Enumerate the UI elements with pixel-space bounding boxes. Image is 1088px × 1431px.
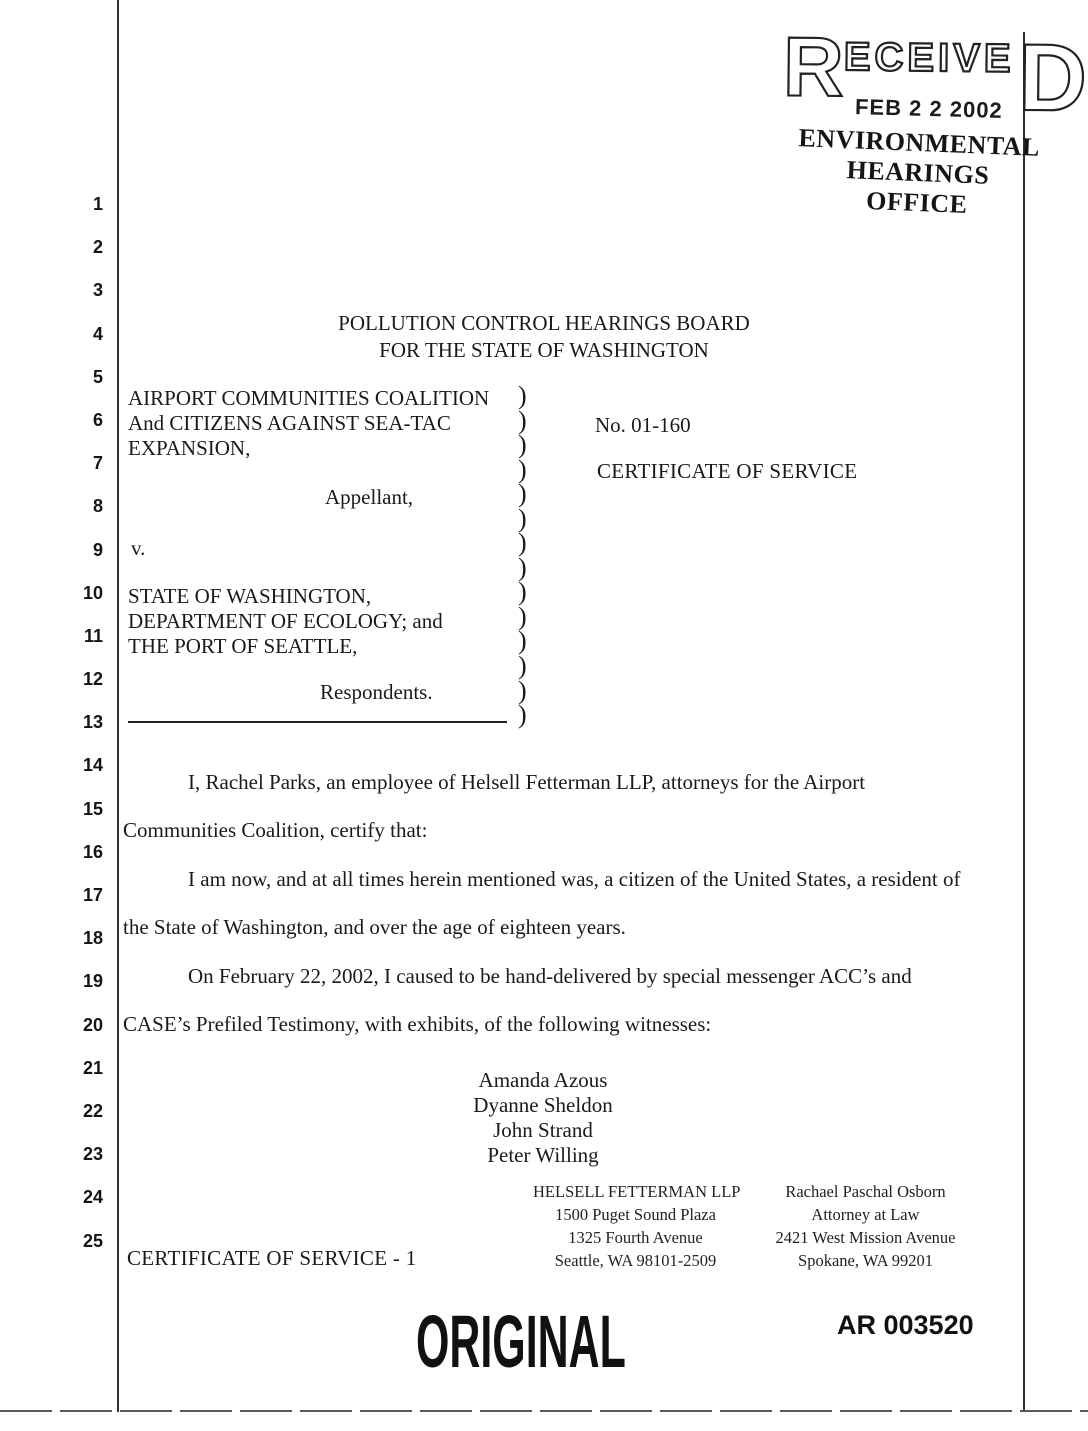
line-number: 18 <box>82 928 103 949</box>
witness-name: Amanda Azous <box>478 1068 608 1092</box>
body-text-line: CASE’s Prefiled Testimony, with exhibits, of the following witnesses: <box>123 1012 712 1037</box>
line-number: 15 <box>82 798 103 819</box>
line-number: 23 <box>82 1144 103 1165</box>
law-firm-address-line: HELSELL FETTERMAN LLP <box>533 1182 741 1201</box>
line-number: 3 <box>92 280 103 301</box>
line-number: 22 <box>82 1100 103 1121</box>
caption-parenthesis: ) <box>518 626 527 656</box>
body-text-line: I am now, and at all times herein mentioned was, a citizen of the United States, a resident of <box>188 866 961 891</box>
line-number: 12 <box>82 669 103 690</box>
received-stamp-letter-r: R <box>782 19 845 115</box>
appellant-party-names <box>128 386 489 461</box>
witness-list <box>123 1068 963 1168</box>
line-number: 7 <box>92 453 103 474</box>
line-number: 17 <box>82 885 103 905</box>
caption-parenthesis: ) <box>518 552 527 582</box>
case-number: No. 01-160 <box>595 413 691 437</box>
body-text-line: Communities Coalition, certify that: <box>123 818 428 843</box>
line-number: 5 <box>92 366 103 387</box>
respondent-party-names <box>128 584 443 659</box>
appellant-role-label: Appellant, <box>325 485 414 509</box>
court-title-line2: FOR THE STATE OF WASHINGTON <box>379 337 709 362</box>
caption-parenthesis: ) <box>518 503 527 533</box>
caption-parenthesis: ) <box>518 430 527 460</box>
caption-parenthesis: ) <box>518 601 527 631</box>
respondent-role-label: Respondents. <box>320 680 433 704</box>
received-stamp-letter-d: D <box>1017 24 1088 132</box>
original-stamp: ORIGINAL <box>416 1300 626 1383</box>
caption-parenthesis: ) <box>518 381 527 410</box>
line-number: 13 <box>82 712 103 733</box>
line-number: 8 <box>92 496 103 517</box>
respondent-party-line: DEPARTMENT OF ECOLOGY; and <box>128 609 443 633</box>
attorney-address-line: 2421 West Mission Avenue <box>775 1227 956 1247</box>
caption-parenthesis: ) <box>518 577 527 607</box>
received-date-stamp: FEB 2 2 2002 <box>854 94 1004 123</box>
line-number: 25 <box>82 1230 103 1251</box>
line-number: 21 <box>82 1057 103 1078</box>
caption-parenthesis: ) <box>518 528 527 558</box>
line-number: 14 <box>82 755 103 776</box>
law-firm-address-block <box>533 1181 741 1273</box>
attorney-address-line: Rachael Paschal Osborn <box>785 1182 946 1201</box>
caption-parenthesis: ) <box>518 479 527 509</box>
caption-parenthesis: ) <box>518 405 527 435</box>
right-margin-rule <box>1023 32 1025 1412</box>
certificate-body-text <box>123 770 993 1061</box>
caption-parenthesis: ) <box>518 454 527 484</box>
court-title-line1: POLLUTION CONTROL HEARINGS BOARD <box>338 311 750 335</box>
caption-parenthesis: ) <box>518 651 527 681</box>
line-number: 1 <box>92 194 103 214</box>
respondent-party-line: THE PORT OF SEATTLE, <box>128 634 358 658</box>
witness-name: Peter Willing <box>487 1142 599 1167</box>
line-number: 11 <box>83 625 103 646</box>
attorney-address-line: Spokane, WA 99201 <box>798 1250 933 1270</box>
law-firm-address-line: 1500 Puget Sound Plaza <box>555 1204 716 1224</box>
body-text-line: I, Rachel Parks, an employee of Helsell Fetterman LLP, attorneys for the Airport <box>188 770 866 794</box>
appellant-party-line: EXPANSION, <box>128 436 251 460</box>
line-number: 20 <box>82 1014 103 1035</box>
hearings-office-stamp-line1: ENVIRONMENTAL <box>797 123 1041 162</box>
bates-number: AR 003520 <box>837 1310 974 1340</box>
pleading-line-numbers <box>70 194 103 1274</box>
line-number: 6 <box>92 409 103 430</box>
hearings-office-stamp <box>791 123 1044 223</box>
left-margin-rule <box>117 0 119 1412</box>
appellant-party-line: And CITIZENS AGAINST SEA-TAC <box>128 411 451 435</box>
law-firm-address-line: 1325 Fourth Avenue <box>568 1227 703 1247</box>
law-firm-address-line: Seattle, WA 98101-2509 <box>554 1250 717 1270</box>
body-text-line: On February 22, 2002, I caused to be hand-delivered by special messenger ACC’s and <box>188 963 912 988</box>
page-bottom-edge-line <box>0 1410 1088 1412</box>
page-footer-label: CERTIFICATE OF SERVICE - 1 <box>127 1246 417 1270</box>
caption-parenthesis: ) <box>518 700 527 730</box>
respondent-party-line: STATE OF WASHINGTON, <box>128 584 372 608</box>
line-number: 19 <box>82 971 103 992</box>
attorney-address-block <box>758 1181 973 1273</box>
versus-label: v. <box>131 536 146 560</box>
court-title <box>128 310 960 363</box>
witness-name: Dyanne Sheldon <box>473 1092 613 1117</box>
document-title: CERTIFICATE OF SERVICE <box>597 459 858 483</box>
line-number: 2 <box>92 237 103 258</box>
caption-parenthesis-column <box>518 381 527 730</box>
line-number: 9 <box>92 539 103 560</box>
appellant-party-line: AIRPORT COMMUNITIES COALITION <box>128 386 490 410</box>
witness-name: John Strand <box>493 1117 593 1142</box>
received-stamp-letters-mid: ECEIVE <box>843 35 1015 81</box>
hearings-office-stamp-line2: HEARINGS OFFICE <box>846 155 990 219</box>
caption-underline <box>128 721 507 723</box>
line-number: 16 <box>82 841 103 862</box>
line-number: 24 <box>82 1187 103 1208</box>
body-text-line: the State of Washington, and over the age of eighteen years. <box>123 915 626 940</box>
attorney-address-line: Attorney at Law <box>811 1204 920 1224</box>
line-number: 4 <box>92 323 103 344</box>
line-number: 10 <box>82 582 103 603</box>
caption-parenthesis: ) <box>518 675 527 705</box>
